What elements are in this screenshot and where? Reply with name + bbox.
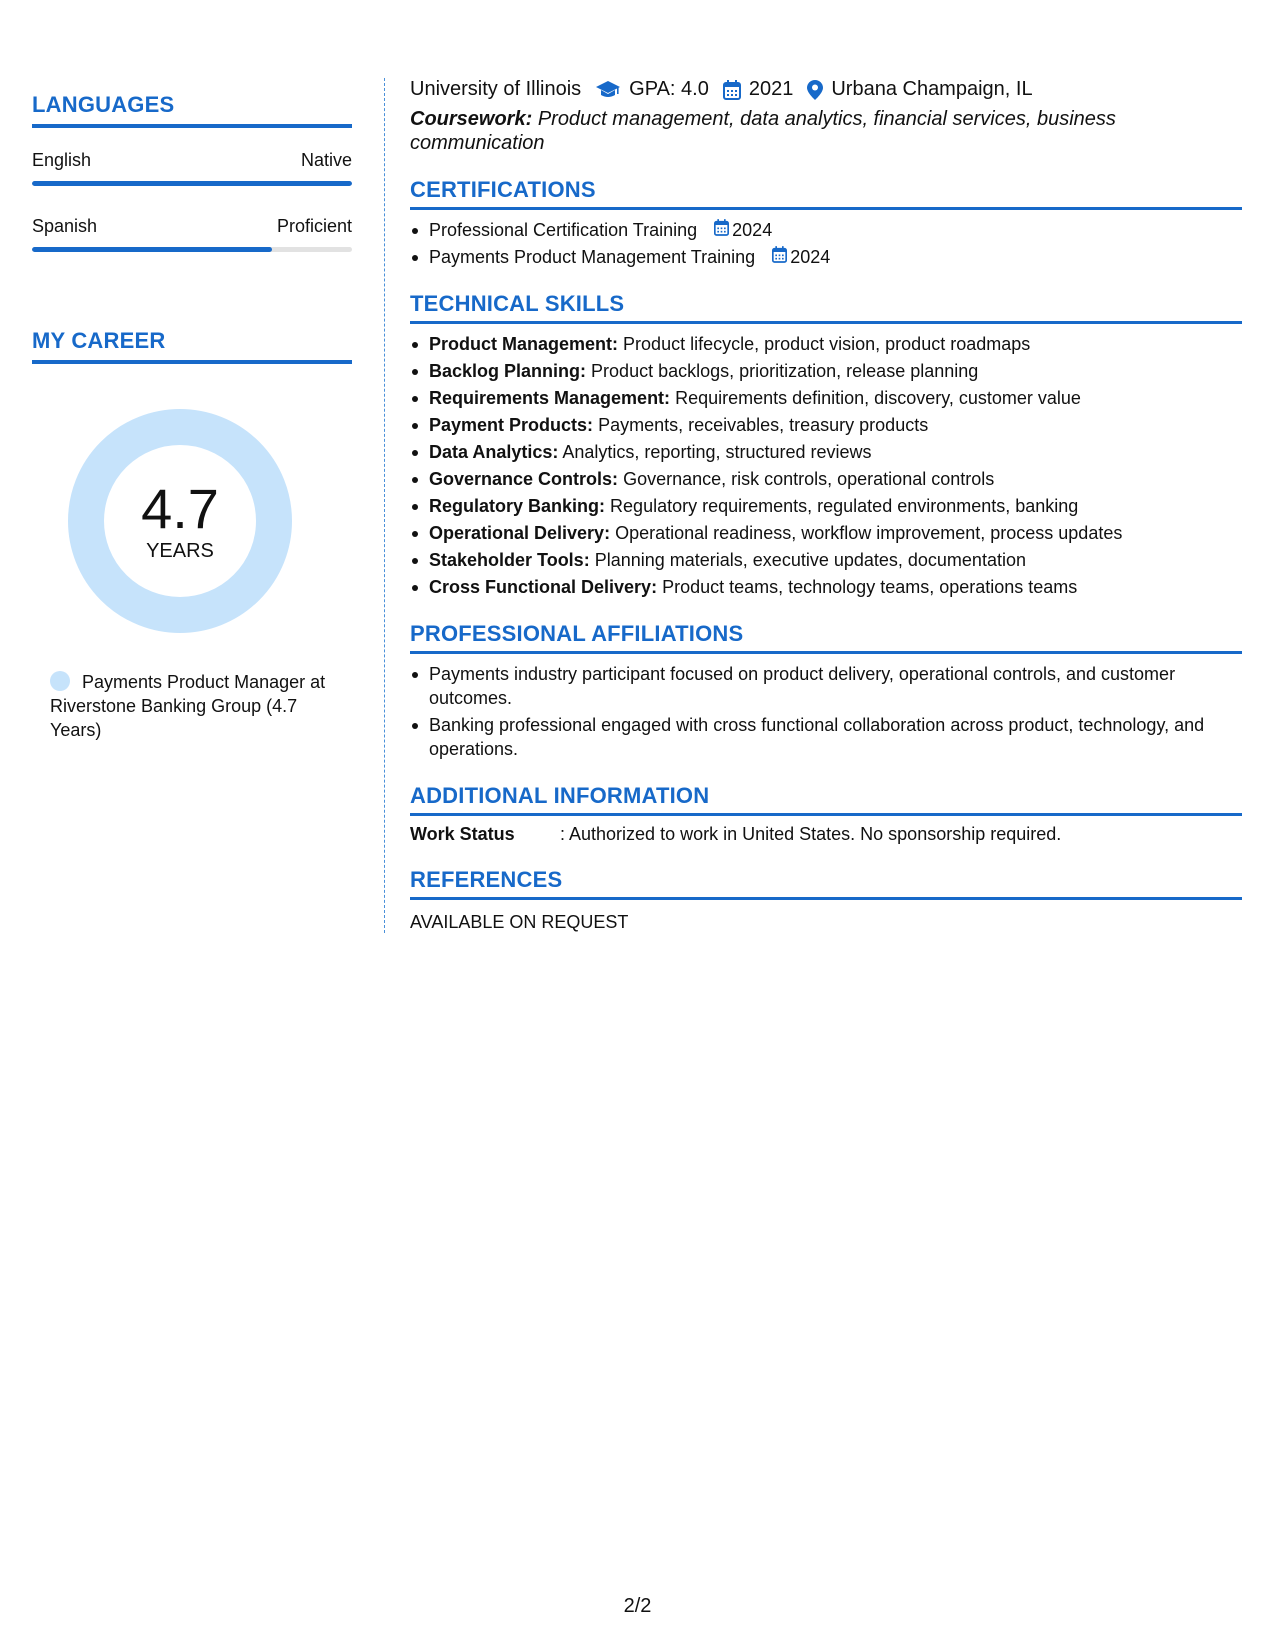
career-total-unit: YEARS [146, 539, 214, 562]
work-status-row [410, 824, 1242, 845]
list-item [410, 575, 1242, 599]
skill-value: Product teams, technology teams, operations teams [662, 577, 1078, 597]
career-total-value: 4.7 [141, 476, 219, 540]
main-column [410, 78, 1242, 933]
column-divider [384, 78, 385, 933]
language-item [32, 150, 352, 186]
language-proficiency-bar [32, 181, 352, 186]
additional-info-title: ADDITIONAL INFORMATION [410, 783, 1242, 816]
skill-key: Requirements Management: [429, 388, 671, 408]
gpa: GPA: 4.0 [629, 78, 709, 100]
language-item [32, 216, 352, 252]
list-item [410, 359, 1242, 383]
language-name: Spanish [32, 216, 98, 236]
language-level: Native [300, 150, 352, 170]
calendar-icon [772, 245, 787, 269]
skill-value: Payments, receivables, treasury products [598, 415, 929, 435]
work-status-value: : Authorized to work in United States. No sponsorship required. [560, 824, 1062, 844]
graduation-cap-icon [595, 80, 621, 100]
skill-key: Governance Controls: [429, 469, 619, 489]
certification-year: 2024 [790, 247, 831, 267]
career-section [32, 328, 352, 742]
list-item [410, 332, 1242, 356]
list-item [410, 494, 1242, 518]
skill-key: Cross Functional Delivery: [429, 577, 658, 597]
skill-key: Regulatory Banking: [429, 496, 606, 516]
sidebar [32, 92, 352, 742]
skill-value: Planning materials, executive updates, documentation [594, 550, 1026, 570]
career-legend [50, 670, 340, 742]
certification-year: 2024 [732, 220, 773, 240]
list-item [410, 440, 1242, 464]
skill-value: Analytics, reporting, structured reviews [562, 442, 872, 462]
certifications-title: CERTIFICATIONS [410, 177, 1242, 210]
skill-key: Product Management: [429, 334, 619, 354]
list-item [410, 413, 1242, 437]
skill-key: Data Analytics: [429, 442, 559, 462]
technical-skills-list [410, 332, 1242, 599]
school-name: University of Illinois [410, 78, 582, 100]
education-line [410, 78, 1242, 101]
skill-value: Regulatory requirements, regulated environments, banking [610, 496, 1079, 516]
certification-name: Professional Certification Training [429, 220, 698, 240]
certifications-list [410, 218, 1242, 269]
list-item [410, 521, 1242, 545]
list-item [410, 386, 1242, 410]
skill-value: Requirements definition, discovery, customer value [675, 388, 1081, 408]
career-title: MY CAREER [32, 328, 352, 364]
language-proficiency-bar [32, 247, 352, 252]
affiliations-list [410, 662, 1242, 761]
language-level: Proficient [276, 216, 352, 236]
skill-value: Governance, risk controls, operational controls [623, 469, 995, 489]
page-number: 2/2 [623, 1595, 652, 1617]
coursework-text: Product management, data analytics, financial services, business communication [410, 108, 1116, 154]
affiliations-title: PROFESSIONAL AFFILIATIONS [410, 621, 1242, 654]
technical-skills-title: TECHNICAL SKILLS [410, 291, 1242, 324]
coursework [410, 107, 1242, 155]
education-year: 2021 [748, 78, 794, 100]
references-title: REFERENCES [410, 867, 1242, 900]
list-item [410, 548, 1242, 572]
career-legend-text: Payments Product Manager at Riverstone Banking Group (4.7 Years) [50, 672, 326, 740]
education-location: Urbana Champaign, IL [831, 78, 1033, 100]
career-donut-chart [67, 408, 293, 634]
skill-value: Operational readiness, workflow improvement, process updates [615, 523, 1123, 543]
calendar-icon [723, 80, 741, 100]
list-item [410, 218, 1242, 242]
list-item: Payments industry participant focused on product delivery, operational controls, and customer outcomes. [410, 662, 1242, 710]
list-item [410, 245, 1242, 269]
references-text: AVAILABLE ON REQUEST [410, 912, 629, 932]
skill-value: Product backlogs, prioritization, release planning [591, 361, 979, 381]
skill-key: Backlog Planning: [429, 361, 587, 381]
certification-name: Payments Product Management Training [429, 247, 756, 267]
coursework-label: Coursework: [410, 108, 533, 130]
map-pin-icon [807, 80, 823, 100]
skill-key: Stakeholder Tools: [429, 550, 590, 570]
list-item: Banking professional engaged with cross functional collaboration across product, technology, and operations. [410, 713, 1242, 761]
skill-value: Product lifecycle, product vision, product roadmaps [623, 334, 1031, 354]
calendar-icon [714, 218, 729, 242]
legend-dot [50, 671, 70, 691]
language-name: English [32, 150, 92, 170]
skill-key: Payment Products: [429, 415, 594, 435]
work-status-label: Work Status [410, 824, 515, 844]
skill-key: Operational Delivery: [429, 523, 611, 543]
list-item [410, 467, 1242, 491]
languages-title: LANGUAGES [32, 92, 352, 128]
